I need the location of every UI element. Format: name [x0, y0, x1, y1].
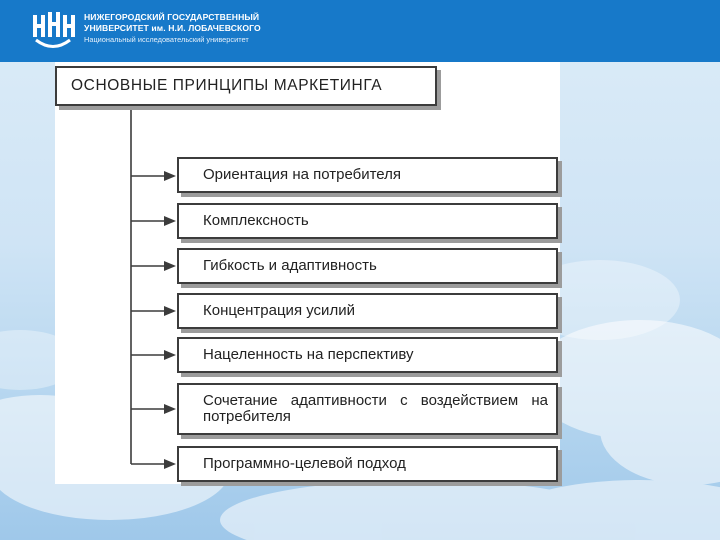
- principle-label: Концентрация усилий: [203, 302, 355, 319]
- university-name-line2: УНИВЕРСИТЕТ им. Н.И. ЛОБАЧЕВСКОГО: [84, 23, 261, 33]
- principle-label: Комплексность: [203, 212, 309, 229]
- header-bar: [0, 0, 720, 62]
- principle-label: Сочетание адаптивности с воздействием на потребителя: [203, 392, 548, 425]
- university-subtitle: Национальный исследовательский университет: [84, 35, 249, 44]
- principle-label: Программно-целевой подход: [203, 455, 406, 472]
- university-logo: [30, 9, 76, 53]
- principle-label: Ориентация на потребителя: [203, 166, 402, 183]
- university-name: [84, 12, 261, 45]
- principle-box-2: [177, 203, 558, 239]
- principle-box-6: [177, 383, 558, 435]
- principle-box-5: [177, 337, 558, 373]
- principle-box-3: [177, 248, 558, 284]
- principle-box-7: [177, 446, 558, 482]
- diagram-title: ОСНОВНЫЕ ПРИНЦИПЫ МАРКЕТИНГА: [55, 66, 437, 106]
- university-name-line1: НИЖЕГОРОДСКИЙ ГОСУДАРСТВЕННЫЙ: [84, 12, 260, 22]
- principle-label: Гибкость и адаптивность: [203, 257, 377, 274]
- principle-box-4: [177, 293, 558, 329]
- principle-box-1: [177, 157, 558, 193]
- principle-label: Нацеленность на перспективу: [203, 346, 414, 363]
